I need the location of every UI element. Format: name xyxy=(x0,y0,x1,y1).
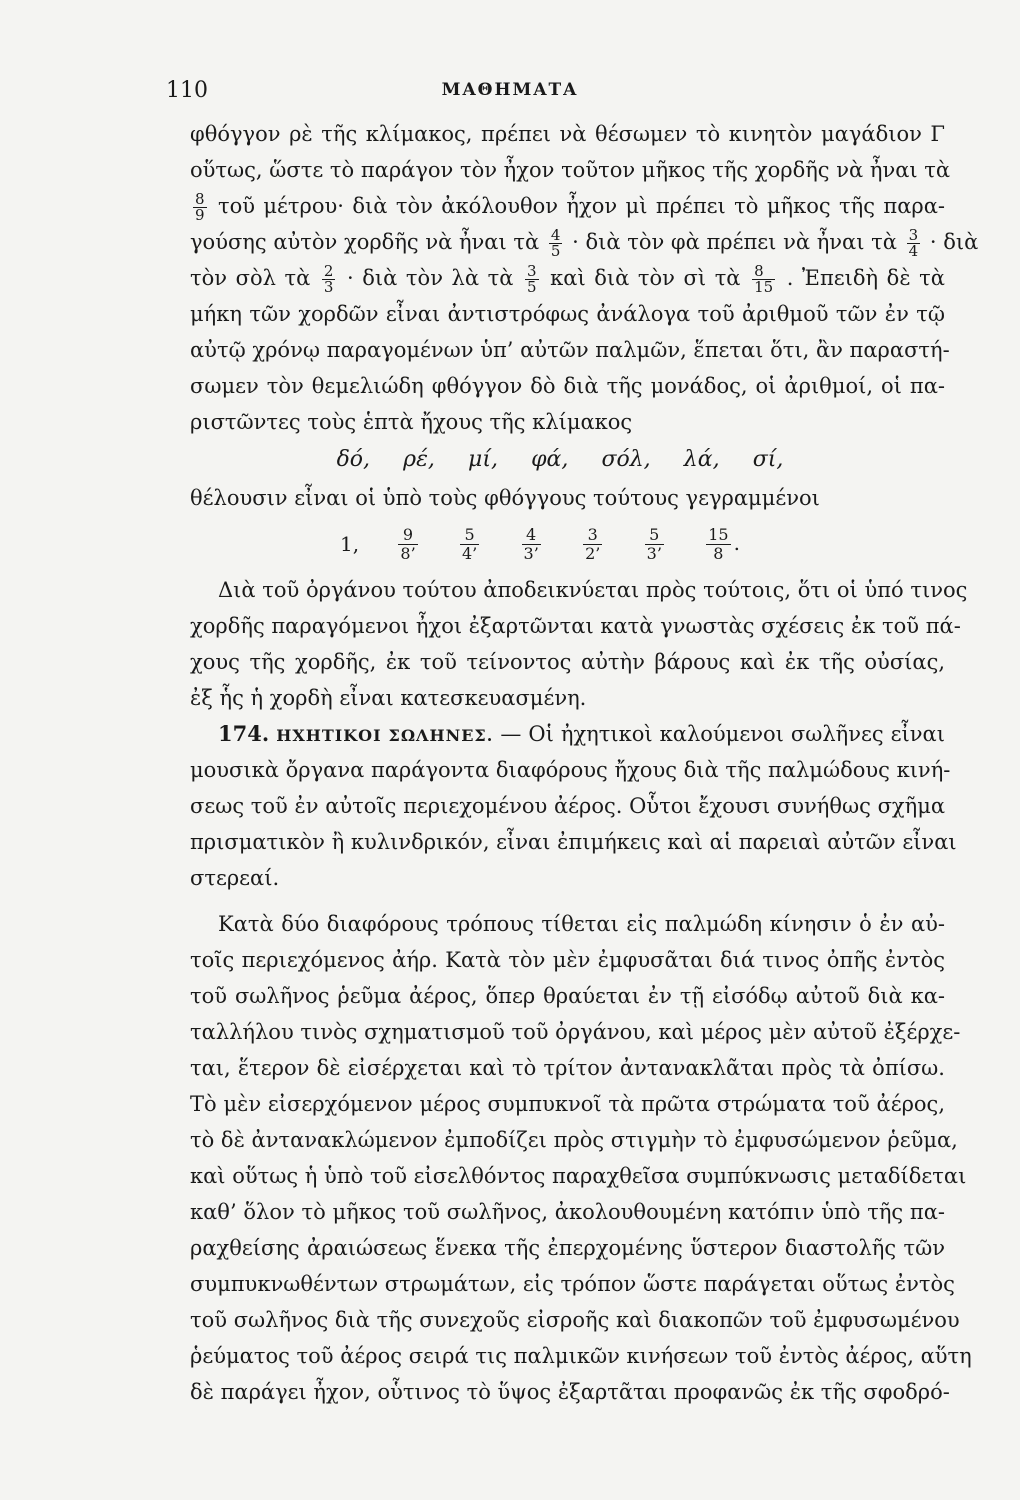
fraction-8-15: $\frac{8}{15}$ xyxy=(754,262,774,296)
frequency-ratios xyxy=(340,516,740,572)
fraction-3-4: $\frac{3}{4}$ xyxy=(908,226,919,260)
text-line: σωμεν τὸν θεμελιώδη φθόγγον δὸ διὰ τῆς μονάδος, οἱ ἀριθμοί, οἱ πα- xyxy=(190,374,945,398)
text-line: τοῖς περιεχόμενος ἀήρ. Κατὰ τὸν μὲν ἐμφυσᾶται διά τινος ὀπῆς ἐντὸς xyxy=(190,948,945,972)
text-line xyxy=(190,224,979,260)
ratio: $\frac{3}{2’}$ xyxy=(585,524,601,563)
section-number: 174. xyxy=(218,721,270,746)
scale-notes xyxy=(320,440,800,480)
text-line: οὕτως, ὥστε τὸ παράγον τὸν ἦχον τοῦτον μῆκος τῆς χορδῆς νὰ ἦναι τὰ xyxy=(190,158,951,182)
ratio: $\frac{5}{4’}$ xyxy=(461,524,478,563)
note: δό, xyxy=(336,447,371,472)
page-number: 110 xyxy=(166,78,208,103)
text-line xyxy=(190,260,945,296)
text-line: χορδῆς παραγόμενοι ἦχοι ἐξαρτῶνται κατὰ γνωστὰς σχέσεις ἐκ τοῦ πά- xyxy=(190,614,961,638)
text-line: Διὰ τοῦ ὀργάνου τούτου ἀποδεικνύεται πρὸς τούτοις, ὅτι οἱ ὑπό τινος xyxy=(218,578,968,602)
text-line: ται, ἕτερον δὲ εἰσέρχεται καὶ τὸ τρίτον ἀντανακλᾶται πρὸς τὰ ὀπίσω. xyxy=(190,1056,945,1080)
text-line: Τὸ μὲν εἰσερχόμενον μέρος συμπυκνοῖ τὰ πρῶτα στρώματα τοῦ ἀέρος, xyxy=(190,1092,945,1116)
note: φά, xyxy=(531,447,569,472)
text-line: φθόγγον ρὲ τῆς κλίμακος, πρέπει νὰ θέσωμεν τὸ κινητὸν μαγάδιον Γ xyxy=(190,122,945,146)
note: σί, xyxy=(752,447,784,472)
text-line: τὸ δὲ ἀντανακλώμενον ἐμποδίζει πρὸς στιγμὴν τὸ ἐμφυσώμενον ῥεῦμα, xyxy=(190,1128,958,1152)
note: λά, xyxy=(683,447,720,472)
text-segment: — Οἱ ἠχητικοὶ καλούμενοι σωλῆνες εἶναι xyxy=(500,722,945,746)
text-segment: . Ἐπειδὴ δὲ τὰ xyxy=(786,266,945,290)
ratio-last: $\frac{15}{8}$ . xyxy=(708,524,740,563)
text-line: αὐτῷ χρόνῳ παραγομένων ὑπ’ αὐτῶν παλμῶν, ἕπεται ὅτι, ἂν παραστή- xyxy=(190,338,950,362)
text-line: ἐξ ἧς ἡ χορδὴ εἶναι κατεσκευασμένη. xyxy=(190,686,587,710)
text-line: ραχθείσης ἀραιώσεως ἕνεκα τῆς ἐπερχομένης ὕστερον διαστολῆς τῶν xyxy=(190,1236,945,1260)
text-segment: · διὰ xyxy=(929,230,979,254)
text-segment: καὶ διὰ τὸν σὶ τὰ xyxy=(550,266,741,290)
text-line: ριστῶντες τοὺς ἑπτὰ ἤχους τῆς κλίμακος xyxy=(190,410,633,434)
ratio: $\frac{5}{3’}$ xyxy=(646,524,662,563)
text-line: ταλλήλου τινὸς σχηματισμοῦ τοῦ ὀργάνου, καὶ μέρος μὲν αὐτοῦ ἐξέρχε- xyxy=(190,1020,961,1044)
text-segment: τὸν σὸλ τὰ xyxy=(190,266,311,290)
text-line xyxy=(190,188,945,224)
ratio: $\frac{9}{8’}$ xyxy=(400,524,416,563)
fraction-8-9: $\frac{8}{9}$ xyxy=(195,190,205,224)
text-line: τοῦ σωλῆνος διὰ τῆς συνεχοῦς εἰσροῆς καὶ διακοπῶν τοῦ ἐμφυσωμένου xyxy=(190,1308,960,1332)
text-line: τοῦ σωλῆνος ῥεῦμα ἀέρος, ὅπερ θραύεται ἐν τῇ εἰσόδῳ αὐτοῦ διὰ κα- xyxy=(190,984,945,1008)
text-line: μήκη τῶν χορδῶν εἶναι ἀντιστρόφως ἀνάλογα τοῦ ἀριθμοῦ τῶν ἐν τῷ xyxy=(190,302,945,326)
note: ρέ, xyxy=(403,447,435,472)
text-line: μουσικὰ ὄργανα παράγοντα διαφόρους ἤχους διὰ τῆς παλμώδους κινή- xyxy=(190,758,951,782)
text-line: ῥεύματος τοῦ ἀέρος σειρά τις παλμικῶν κινήσεων τοῦ ἐντὸς ἀέρος, αὕτη xyxy=(190,1344,972,1368)
page-body xyxy=(190,116,979,1410)
ratio: $\frac{4}{3’}$ xyxy=(523,524,539,563)
section-heading-line xyxy=(190,716,945,752)
ratio-one: 1, xyxy=(340,532,360,556)
text-segment: · διὰ τὸν φὰ πρέπει νὰ ἦναι τὰ xyxy=(572,230,897,254)
text-segment: γούσης αὐτὸν χορδῆς νὰ ἦναι τὰ xyxy=(190,230,540,254)
text-line: στερεαί. xyxy=(190,866,280,890)
text-line: πρισματικὸν ἢ κυλινδρικόν, εἶναι ἐπιμήκεις καὶ αἱ παρειαὶ αὐτῶν εἶναι xyxy=(190,830,957,854)
text-segment: τοῦ μέτρου· διὰ τὸν ἀκόλουθον ἦχον μὶ πρέπει τὸ μῆκος τῆς παρα- xyxy=(217,194,945,218)
fraction-4-5: $\frac{4}{5}$ xyxy=(550,226,561,260)
fraction-2-3: $\frac{2}{3}$ xyxy=(323,262,334,296)
text-segment: · διὰ τὸν λὰ τὰ xyxy=(347,266,514,290)
text-line: θέλουσιν εἶναι οἱ ὑπὸ τοὺς φθόγγους τούτους γεγραμμένοι xyxy=(190,486,820,510)
text-line: δὲ παράγει ἦχον, οὗτινος τὸ ὕψος ἐξαρτᾶται προφανῶς ἐκ τῆς σφοδρό- xyxy=(190,1380,950,1404)
text-line: συμπυκνωθέντων στρωμάτων, εἰς τρόπον ὥστε παράγεται οὕτως ἐντὸς xyxy=(190,1272,955,1296)
text-line: καὶ οὕτως ἡ ὑπὸ τοῦ εἰσελθόντος παραχθεῖσα συμπύκνωσις μεταδίδεται xyxy=(190,1164,967,1188)
text-line: Κατὰ δύο διαφόρους τρόπους τίθεται εἰς παλμώδη κίνησιν ὁ ἐν αὐ- xyxy=(218,912,945,936)
text-line: σεως τοῦ ἐν αὐτοῖς περιεχομένου ἀέρος. Οὗτοι ἔχουσι συνήθως σχῆμα xyxy=(190,794,946,818)
text-line: καθ’ ὅλον τὸ μῆκος τοῦ σωλῆνος, ἀκολουθουμένη κατόπιν ὑπὸ τῆς πα- xyxy=(190,1200,945,1224)
page-header xyxy=(0,78,1020,112)
section-title: ΗΧΗΤΙΚΟΙ ΣΩΛΗΝΕΣ. xyxy=(276,726,494,745)
fraction-3-5: $\frac{3}{5}$ xyxy=(527,262,537,296)
note: μί, xyxy=(468,447,498,472)
text-line: χους τῆς χορδῆς, ἐκ τοῦ τείνοντος αὐτὴν βάρους καὶ ἐκ τῆς οὐσίας, xyxy=(190,650,945,674)
note: σόλ, xyxy=(601,447,651,472)
running-title: ΜΑΘΗΜΑΤΑ xyxy=(441,80,579,100)
